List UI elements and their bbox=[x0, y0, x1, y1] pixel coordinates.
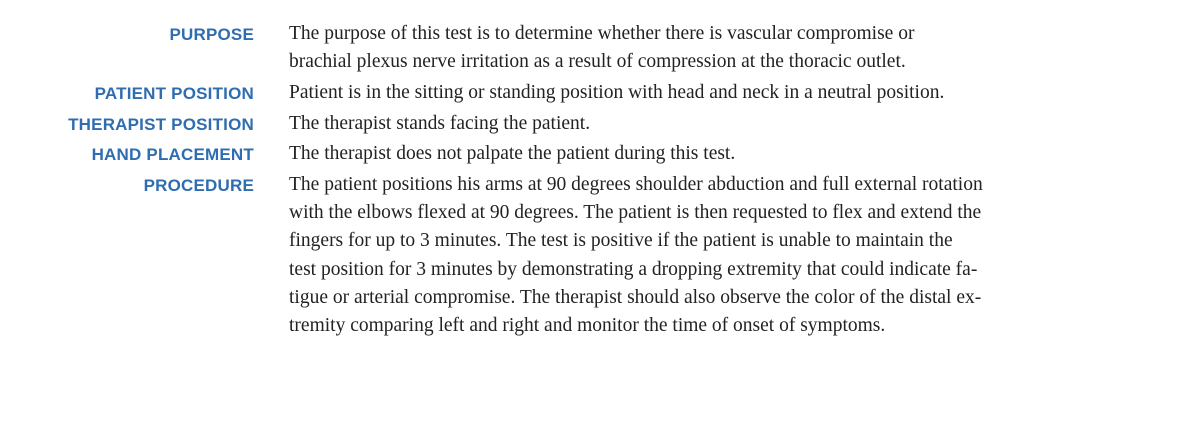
section-text-hand-placement bbox=[289, 140, 1189, 168]
text-line: with the elbows flexed at 90 degrees. The patient is then requested to flex and extend the bbox=[289, 202, 982, 224]
section-label-purpose: PURPOSE bbox=[169, 25, 254, 44]
text-line: The patient positions his arms at 90 degrees shoulder abduction and full external rotation bbox=[289, 174, 983, 195]
text-line: The therapist does not palpate the patient during this test. bbox=[289, 143, 736, 164]
text-line: test position for 3 minutes by demonstrating a dropping extremity that could indicate fa- bbox=[289, 258, 978, 280]
text-line: The purpose of this test is to determine whether there is vascular compromise or bbox=[289, 23, 915, 44]
section-label-therapist-position: THERAPIST POSITION bbox=[68, 115, 254, 134]
text-line: brachial plexus nerve irritation as a result of compression at the thoracic outlet. bbox=[289, 51, 906, 73]
text-line: Patient is in the sitting or standing position with head and neck in a neutral position. bbox=[289, 82, 945, 103]
section-text-therapist-position bbox=[289, 110, 1189, 138]
section-label-hand-placement: HAND PLACEMENT bbox=[91, 145, 254, 164]
text-line: fingers for up to 3 minutes. The test is positive if the patient is unable to maintain the bbox=[289, 230, 953, 252]
text-line: The therapist stands facing the patient. bbox=[289, 113, 591, 134]
section-label-patient-position: PATIENT POSITION bbox=[94, 84, 254, 103]
section-text-procedure bbox=[289, 171, 1189, 340]
section-text-purpose bbox=[289, 20, 1189, 76]
text-line: tigue or arterial compromise. The therapist should also observe the color of the distal ex- bbox=[289, 286, 982, 308]
section-text-patient-position bbox=[289, 79, 1189, 107]
text-line: tremity comparing left and right and monitor the time of onset of symptoms. bbox=[289, 315, 886, 337]
section-label-procedure: PROCEDURE bbox=[143, 176, 254, 195]
